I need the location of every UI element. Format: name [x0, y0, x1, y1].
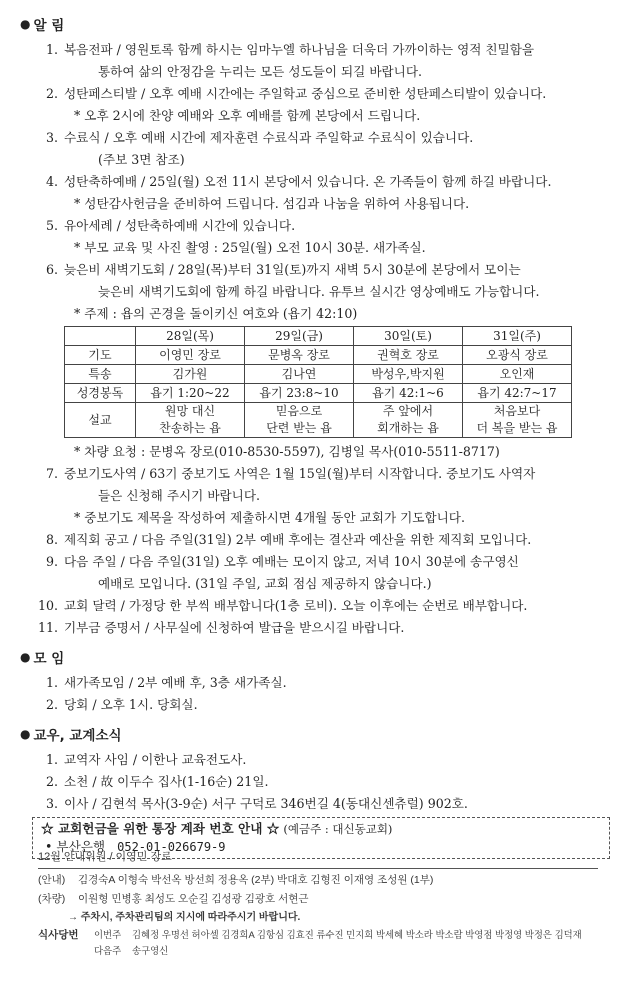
item-text: 유아세례 / 성탄축하예배 시간에 있습니다. — [64, 218, 296, 233]
sermon-line: 회개하는 욥 — [377, 421, 439, 435]
meetings-list — [20, 673, 620, 714]
sermon-cell — [245, 403, 354, 438]
ushers-label: (안내) — [38, 874, 66, 886]
news-list — [20, 750, 620, 813]
item-text: 통하여 삶의 안정감을 누리는 모든 성도들이 되길 바랍니다. — [98, 64, 422, 79]
item-number: 6. — [45, 262, 58, 277]
schedule-cell: 권혁호 장로 — [354, 346, 463, 365]
schedule-cell: 특송 — [65, 365, 136, 384]
item-number: 2. — [45, 86, 58, 101]
list-item — [20, 150, 620, 169]
item-number: 4. — [45, 174, 58, 189]
sermon-line: 단련 받는 욥 — [266, 421, 332, 435]
item-number: 5. — [45, 218, 58, 233]
item-number — [20, 574, 64, 593]
meal-row — [94, 943, 598, 959]
item-note: * 성탄감사헌금을 준비하여 드립니다. 섬김과 나눔을 위하여 사용됩니다. — [74, 196, 470, 211]
meal-week: 다음주 — [94, 945, 122, 956]
item-text: 성탄축하예배 / 25일(월) 오전 11시 본당에서 있습니다. 온 가족들이 함께 하길 바랍니다. — [64, 174, 552, 189]
bullet-icon: ● — [20, 727, 31, 741]
list-item — [20, 282, 620, 301]
schedule-cell: 박성우,박지원 — [354, 365, 463, 384]
parking-names: 이원형 민병홍 최성도 오순길 김성광 김광호 서현근 — [78, 893, 309, 905]
sermon-cell — [354, 403, 463, 438]
item-text: 다음 주일 / 다음 주일(31일) 오후 예배는 모이지 않고, 저녁 10시 30분에 송구영신 — [64, 554, 519, 569]
sermon-line: 주 앞에서 — [382, 404, 434, 418]
account-bank: • 부산은행 — [45, 839, 106, 854]
account-title: ☆ 교회헌금을 위한 통장 계좌 번호 안내 ☆ — [41, 821, 280, 836]
vehicle-note: * 차량 요청 : 문병옥 장로(010-8530-5597), 김병일 목사(010-5511-8717) — [74, 444, 500, 459]
item-note: * 오후 2시에 찬양 예배와 오후 예배를 함께 본당에서 드립니다. — [74, 108, 421, 123]
schedule-sermon-row — [65, 403, 572, 438]
item-note: * 주제 : 욥의 곤경을 돌이키신 여호와 (욥기 42:10) — [74, 306, 358, 321]
item-number: 1. — [45, 752, 58, 767]
schedule-cell: 문병옥 장로 — [245, 346, 354, 365]
item-text: 교회 달력 / 가정당 한 부씩 배부합니다(1층 로비). 오늘 이후에는 순번로 배부합니다. — [64, 598, 528, 613]
meal-names: 김혜정 우명선 허아셀 김경희A 김항심 김효진 류수진 민지희 박세혜 박소라 박소람 박영점 박정영 박정은 김덕재 — [132, 929, 582, 940]
item-text: 성탄페스티발 / 오후 예배 시간에는 주일학교 중심으로 준비한 성탄페스티발이 있습니다. — [64, 86, 547, 101]
list-item — [20, 486, 620, 505]
bulletin-main — [20, 14, 620, 859]
list-item — [20, 772, 620, 791]
item-text: 기부금 증명서 / 사무실에 신청하여 발급을 받으시길 바랍니다. — [64, 620, 405, 635]
meal-rows — [94, 927, 598, 959]
account-holder: (예금주 : 대신동교회) — [283, 822, 393, 836]
list-item — [20, 618, 620, 637]
list-item — [20, 530, 620, 549]
bulletin-footer — [38, 848, 598, 959]
item-text: 수료식 / 오후 예배 시간에 제자훈련 수료식과 주일학교 수료식이 있습니다. — [64, 130, 474, 145]
item-number — [20, 282, 64, 301]
schedule-cell: 욥기 23:8~10 — [245, 384, 354, 403]
guide-label: 12월 안내위원 / — [38, 851, 113, 863]
guide-elder: 이영민 장로 — [115, 851, 172, 863]
schedule-table — [64, 326, 572, 438]
meal-duty — [38, 927, 598, 959]
item-note: * 중보기도 제목을 작성하여 제출하시면 4개월 동안 교회가 기도합니다. — [74, 510, 465, 525]
meal-names: 송구영신 — [132, 945, 169, 956]
list-item — [20, 128, 620, 147]
schedule-header-cell: 29일(금) — [245, 327, 354, 346]
parking-note: → 주차시, 주차관리팀의 지시에 따라주시기 바랍니다. — [68, 912, 301, 923]
item-number: 2. — [45, 774, 58, 789]
bullet-icon: ● — [20, 650, 31, 664]
item-text: 예배로 모입니다. (31일 주일, 교회 점심 제공하지 않습니다.) — [98, 576, 432, 591]
list-item — [20, 216, 620, 235]
sermon-line: 찬송하는 욥 — [159, 421, 221, 435]
list-item — [20, 596, 620, 615]
schedule-row — [65, 384, 572, 403]
schedule-cell: 이영민 장로 — [136, 346, 245, 365]
list-item — [20, 574, 620, 593]
meal-week: 이번주 — [94, 929, 122, 940]
item-text: 교역자 사임 / 이한나 교육전도사. — [64, 752, 247, 767]
item-note: * 부모 교육 및 사진 촬영 : 25일(월) 오전 10시 30분. 새가족실. — [74, 240, 426, 255]
item-number: 10. — [37, 598, 58, 613]
news-heading: ● 교우, 교계소식 — [20, 727, 122, 744]
schedule-header-cell — [65, 327, 136, 346]
announcements-list — [20, 40, 620, 323]
schedule-cell: 성경봉독 — [65, 384, 136, 403]
list-item — [20, 794, 620, 813]
schedule-cell: 욥기 42:7~17 — [463, 384, 572, 403]
meal-label: 식사당번 — [38, 929, 79, 941]
schedule-header-cell: 31일(주) — [463, 327, 572, 346]
item-number: 2. — [45, 697, 58, 712]
sermon-cell — [136, 403, 245, 438]
item-text: 소천 / 故 이두수 집사(1-16순) 21일. — [64, 774, 269, 789]
schedule-header-row — [65, 327, 572, 346]
schedule-row — [65, 365, 572, 384]
list-item — [20, 750, 620, 769]
item-text: 들은 신청해 주시기 바랍니다. — [98, 488, 260, 503]
parking-label: (차량) — [38, 893, 66, 905]
schedule-cell: 욥기 42:1~6 — [354, 384, 463, 403]
schedule-header-cell: 30일(토) — [354, 327, 463, 346]
item-number: 1. — [45, 42, 58, 57]
schedule-cell: 오인재 — [463, 365, 572, 384]
item-number: 8. — [45, 532, 58, 547]
sermon-line: 처음보다 — [493, 404, 541, 418]
item-text: 당회 / 오후 1시. 당회실. — [64, 697, 198, 712]
sermon-cell — [463, 403, 572, 438]
item-number: 1. — [45, 675, 58, 690]
list-item — [20, 552, 620, 571]
item-number: 7. — [45, 466, 58, 481]
ushers-names: 김경숙A 이형숙 박선옥 방선희 정용옥 (2부) 박대호 김형진 이재영 조성원 (1부) — [78, 874, 434, 886]
item-text: 제직회 공고 / 다음 주일(31일) 2부 예배 후에는 결산과 예산을 위한 제직회 모입니다. — [64, 532, 532, 547]
item-text: (주보 3면 참조) — [98, 152, 185, 167]
sermon-line: 원망 대신 — [164, 404, 216, 418]
schedule-cell: 설교 — [65, 403, 136, 438]
list-item — [20, 62, 620, 81]
sermon-line: 더 복을 받는 욥 — [476, 421, 558, 435]
list-item — [20, 464, 620, 483]
list-item — [20, 84, 620, 103]
list-item — [20, 695, 620, 714]
announcements-heading: ● 알 림 — [20, 17, 65, 34]
schedule-header-cell: 28일(목) — [136, 327, 245, 346]
list-item — [20, 673, 620, 692]
item-number — [20, 62, 64, 81]
schedule-cell: 욥기 1:20~22 — [136, 384, 245, 403]
schedule-row — [65, 346, 572, 365]
meetings-heading: ● 모 임 — [20, 650, 65, 667]
item-number — [20, 150, 64, 169]
bullet-icon: ● — [20, 17, 31, 31]
item-text: 중보기도사역 / 63기 중보기도 사역은 1월 15일(월)부터 시작합니다. 중보기도 사역자 — [64, 466, 536, 481]
item-number: 3. — [45, 130, 58, 145]
schedule-cell: 오광식 장로 — [463, 346, 572, 365]
item-number: 9. — [45, 554, 58, 569]
list-item — [20, 40, 620, 59]
announcements-list-continued — [20, 464, 620, 637]
meal-row — [94, 927, 598, 943]
item-number: 3. — [45, 796, 58, 811]
item-text: 이사 / 김현석 목사(3-9순) 서구 구덕로 346번길 4(동대신센츄럴) 902호. — [64, 796, 468, 811]
item-number — [20, 486, 64, 505]
account-number: 052-01-026679-9 — [117, 840, 226, 854]
item-number: 11. — [37, 620, 58, 635]
sermon-line: 믿음으로 — [275, 404, 323, 418]
item-text: 복음전파 / 영원토록 함께 하시는 임마누엘 하나님을 더욱더 가까이하는 영적 친밀함을 — [64, 42, 535, 57]
item-text: 늦은비 새벽기도회 / 28일(목)부터 31일(토)까지 새벽 5시 30분에 본당에서 모이는 — [64, 262, 521, 277]
item-text: 새가족모임 / 2부 예배 후, 3층 새가족실. — [64, 675, 287, 690]
list-item — [20, 172, 620, 191]
schedule-cell: 김가원 — [136, 365, 245, 384]
footer-divider — [38, 868, 598, 869]
schedule-cell: 기도 — [65, 346, 136, 365]
list-item — [20, 260, 620, 279]
item-text: 늦은비 새벽기도회에 함께 하길 바랍니다. 유투브 실시간 영상예배도 가능합니다. — [98, 284, 540, 299]
schedule-cell: 김나연 — [245, 365, 354, 384]
